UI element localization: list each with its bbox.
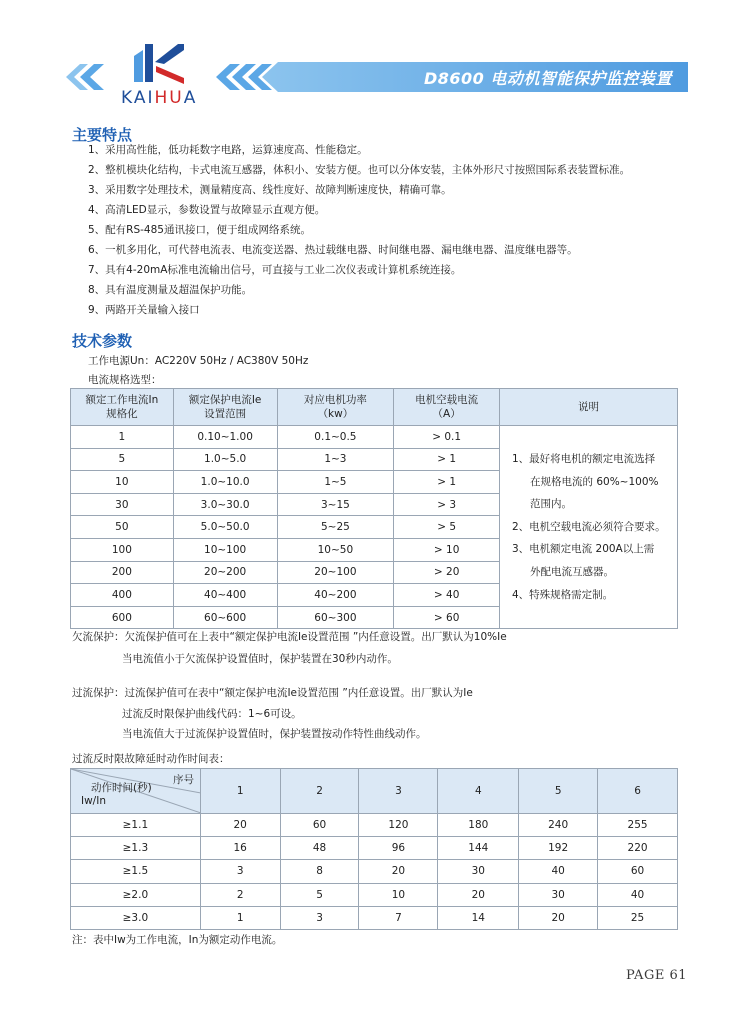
cell: 30: [71, 493, 174, 516]
col-header: 电机空载电流 （A）: [394, 389, 500, 426]
cell: > 5: [394, 516, 500, 539]
row-label: ≥2.0: [71, 883, 201, 906]
cell: 5: [71, 448, 174, 471]
cell: 16: [200, 837, 280, 860]
features-list: [88, 142, 630, 322]
cell: 240: [519, 814, 598, 837]
cell: 96: [359, 837, 438, 860]
tech-heading: 技术参数: [72, 332, 133, 350]
delay-time-table: [70, 768, 678, 930]
cell: 14: [438, 906, 519, 929]
feature-item: 6、一机多用化，可代替电流表、电流变送器、热过载继电器、时间继电器、漏电继电器、温度继电器等。: [88, 244, 578, 256]
over-current-line3: 当电流值大于过流保护设置值时，保护装置按动作特性曲线动作。: [122, 728, 427, 740]
table-row: [71, 837, 678, 860]
cell: 60: [280, 814, 359, 837]
power-spec: 工作电源Un：AC220V 50Hz / AC380V 50Hz: [88, 355, 309, 367]
cell: > 60: [394, 606, 500, 629]
cell: 5.0~50.0: [173, 516, 277, 539]
cell: > 1: [394, 471, 500, 494]
cell: 400: [71, 584, 174, 607]
cell: 600: [71, 606, 174, 629]
corner-mid-label: 动作时间(秒): [91, 782, 152, 794]
cell: 0.1~0.5: [277, 426, 394, 449]
row-label: ≥1.3: [71, 837, 201, 860]
cell: 1: [71, 426, 174, 449]
feature-item: 4、高清LED显示，参数设置与故障显示直观方便。: [88, 204, 326, 216]
col-header: 4: [438, 769, 519, 814]
col-header: 6: [598, 769, 678, 814]
cell: 3.0~30.0: [173, 493, 277, 516]
feature-item: 8、具有温度测量及超温保护功能。: [88, 284, 253, 296]
cell: 1~3: [277, 448, 394, 471]
col-header: 5: [519, 769, 598, 814]
cell: 1~5: [277, 471, 394, 494]
table-header-row: [71, 389, 678, 426]
note-line: 在规格电流的 60%~100%: [530, 475, 659, 488]
cell: 40: [519, 860, 598, 883]
col-header: 对应电机功率 （kw）: [277, 389, 394, 426]
chevron-decor-icon: [66, 62, 106, 92]
col-header: 1: [200, 769, 280, 814]
cell: 1: [200, 906, 280, 929]
features-heading: 主要特点: [72, 126, 133, 144]
current-spec-table: [70, 388, 678, 629]
cell: 180: [438, 814, 519, 837]
under-current-line1: 欠流保护：欠流保护值可在上表中“额定保护电流Ie设置范围 ”内任意设置。出厂默认为10%Ie: [72, 631, 507, 643]
cell: 10: [71, 471, 174, 494]
corner-top-label: 序号: [173, 774, 194, 786]
page-title: D8600 电动机智能保护监控装置: [424, 69, 672, 88]
feature-item: 3、采用数字处理技术，测量精度高、线性度好、故障判断速度快，精确可靠。: [88, 184, 452, 196]
cell: 192: [519, 837, 598, 860]
cell: 144: [438, 837, 519, 860]
col-header: 说明: [500, 389, 678, 426]
cell: 40~200: [277, 584, 394, 607]
feature-item: 5、配有RS-485通讯接口，便于组成网络系统。: [88, 224, 311, 236]
cell: 255: [598, 814, 678, 837]
cell: 20: [438, 883, 519, 906]
cell: 3~15: [277, 493, 394, 516]
cell: > 3: [394, 493, 500, 516]
feature-item: 1、采用高性能，低功耗数字电路，运算速度高、性能稳定。: [88, 144, 368, 156]
cell: > 20: [394, 561, 500, 584]
cell: > 1: [394, 448, 500, 471]
page-number: PAGE 61: [626, 968, 687, 983]
col-header: 3: [359, 769, 438, 814]
cell: > 10: [394, 538, 500, 561]
table-row: [71, 906, 678, 929]
cell: 40~400: [173, 584, 277, 607]
cell: 20: [200, 814, 280, 837]
cell: 120: [359, 814, 438, 837]
cell: 60~300: [277, 606, 394, 629]
feature-item: 7、具有4-20mA标准电流输出信号，可直接与工业二次仪表或计算机系统连接。: [88, 264, 462, 276]
cell: 10~100: [173, 538, 277, 561]
under-current-line2: 当电流值小于欠流保护设置值时，保护装置在30秒内动作。: [122, 653, 398, 665]
corner-bottom-label: Iw/In: [81, 795, 106, 807]
cell: 2: [200, 883, 280, 906]
cell: 20~100: [277, 561, 394, 584]
cell: 40: [598, 883, 678, 906]
row-label: ≥1.5: [71, 860, 201, 883]
cell: 60~600: [173, 606, 277, 629]
cell: > 40: [394, 584, 500, 607]
brand-wordmark: KAIHUA: [121, 88, 198, 108]
note-line: 2、电机空载电流必须符合要求。: [512, 520, 666, 533]
cell: 5: [280, 883, 359, 906]
over-current-line2: 过流反时限保护曲线代码：1~6可设。: [122, 708, 302, 720]
note-line: 外配电流互感器。: [530, 566, 614, 579]
cell: 30: [519, 883, 598, 906]
cell: 1.0~10.0: [173, 471, 277, 494]
col-header: 2: [280, 769, 359, 814]
table-header-row: [71, 769, 678, 814]
cell: 25: [598, 906, 678, 929]
table-row: [71, 883, 678, 906]
table-row: [71, 426, 678, 449]
table2-caption: 过流反时限故障延时动作时间表：: [72, 753, 230, 765]
cell: 100: [71, 538, 174, 561]
cell: 20~200: [173, 561, 277, 584]
cell: 3: [200, 860, 280, 883]
note-line: 4、特殊规格需定制。: [512, 588, 614, 601]
note-line: 范围内。: [530, 498, 572, 511]
cell: 50: [71, 516, 174, 539]
col-header: 额定工作电流In 规格化: [71, 389, 174, 426]
cell: 20: [359, 860, 438, 883]
cell: 20: [519, 906, 598, 929]
note-line: 1、最好将电机的额定电流选择: [512, 453, 656, 466]
col-header: 额定保护电流Ie 设置范围: [173, 389, 277, 426]
cell: 60: [598, 860, 678, 883]
cell: 10: [359, 883, 438, 906]
row-label: ≥1.1: [71, 814, 201, 837]
feature-item: 9、两路开关量输入接口: [88, 304, 200, 316]
spec-label: 电流规格选型：: [88, 374, 162, 386]
cell: 3: [280, 906, 359, 929]
corner-header: [71, 769, 201, 814]
cell: 200: [71, 561, 174, 584]
table-row: [71, 860, 678, 883]
footnote: 注：表中Iw为工作电流，In为额定动作电流。: [72, 934, 283, 946]
feature-item: 2、整机模块化结构，卡式电流互感器，体积小、安装方便。也可以分体安装，主体外形尺寸按照国际系表装置标准。: [88, 164, 631, 176]
cell: 7: [359, 906, 438, 929]
cell: 10~50: [277, 538, 394, 561]
cell: 5~25: [277, 516, 394, 539]
cell: 8: [280, 860, 359, 883]
row-label: ≥3.0: [71, 906, 201, 929]
note-line: 3、电机额定电流 200A以上需: [512, 543, 655, 556]
over-current-line1: 过流保护：过流保护值可在表中“额定保护电流Ie设置范围 ”内任意设置。出厂默认为Ie: [72, 687, 473, 699]
cell: 220: [598, 837, 678, 860]
cell: 48: [280, 837, 359, 860]
cell: 30: [438, 860, 519, 883]
notes-cell: [500, 426, 678, 629]
cell: 0.10~1.00: [173, 426, 277, 449]
cell: 1.0~5.0: [173, 448, 277, 471]
cell: > 0.1: [394, 426, 500, 449]
page-header: [0, 0, 750, 118]
table-row: [71, 814, 678, 837]
